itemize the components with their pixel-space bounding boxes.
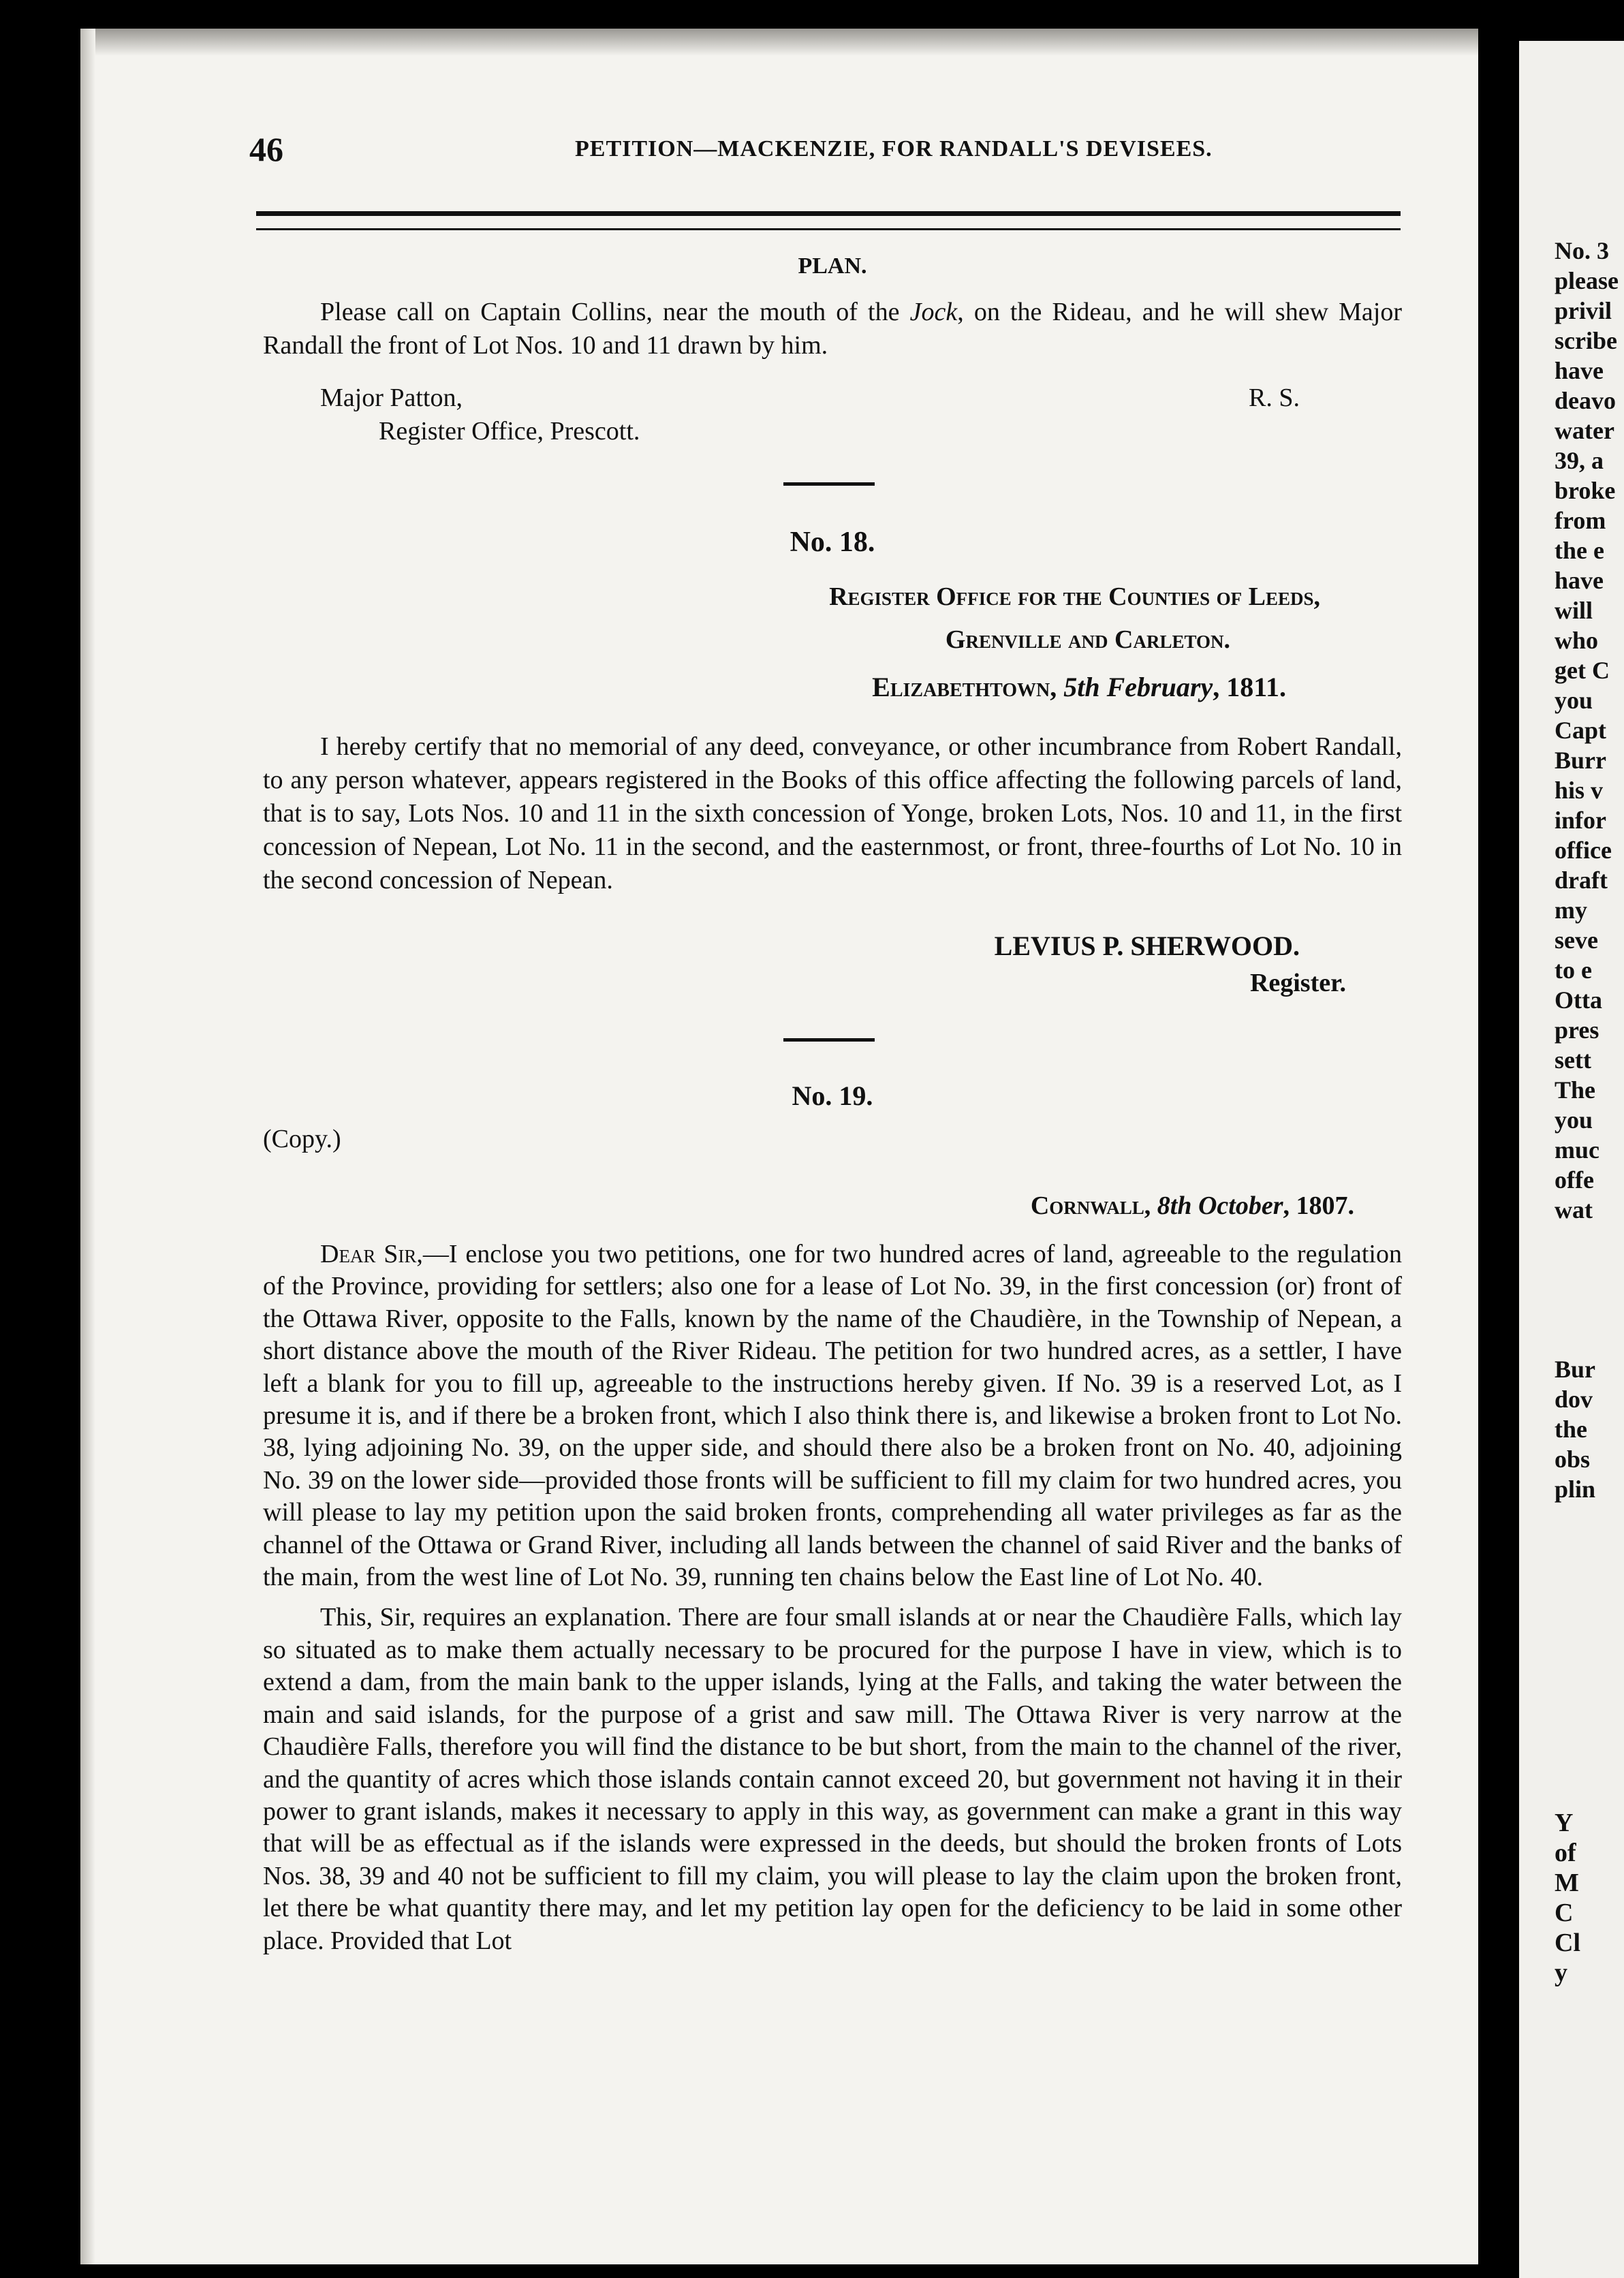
facing-page-fragment: please — [1555, 267, 1619, 294]
no18-signature-block — [263, 929, 1402, 1000]
no19-heading: No. 19. — [792, 1080, 873, 1111]
facing-page-fragment: water — [1555, 417, 1614, 444]
facing-page-fragment: No. 3 — [1555, 237, 1609, 264]
page-shadow-top — [80, 29, 1478, 56]
plan-initials: R. S. — [1249, 384, 1300, 412]
facing-page-fragment: Y — [1555, 1809, 1574, 1837]
facing-page-fragment: the e — [1555, 537, 1604, 564]
no19-body: Dear Sir,—I enclose you two petitions, one for two hundred acres of land, agreeable to the regulation of the Province, providing for settlers; also one for a lease of Lot No. 39, in the first concession (or) front of the Ottawa River, opposite to the Falls, known by the name of the Chaudière, in the Township of Nepean, a short distance above the mouth of the River Rideau. The petition for two hundred acres, as a settler, I have left a blank for you to fill up, agreeable to the instructions hereby given. If No. 39 is a reserved Lot, as I presume it is, and if there be a broken front, which I also think there is, and likewise a broken front to Lot No. 38, lying adjoining No. 39, on the upper side, and should there also be a broken front on No. 40, adjoining No. 39 on the lower side—provided those fronts will be sufficient to fill my claim for two hundred acres, you will please to lay my petition upon the said broken fronts, comprehending all water privileges as far as the channel of the Ottawa or Grand River, including all lands between the channel of said River and the banks of the main, from the west line of Lot No. 39, running ten chains below the East line of Lot No. 40. This, Sir, requires an explanation. There are four small islands at or near the Chaudière Falls, which lay so situated as to make them actually necessary to be procured for the purpose I have in view, which is to extend a dam, from the main bank to the upper islands, lying at the Falls, and taking the water between the main and said islands, for the purpose of a grist and saw mill. The Ottawa River is very narrow at the Chaudière Falls, therefore you will find the distance to be but short, from the main to the channel of the river, and the quantity of acres which those islands contain cannot exceed 20, but government not having it in their power to grant islands, makes it necessary to apply in this way, as government can make a grant in this way that will be as effectual as if the islands were expressed in the deeds, but should the broken fronts of Lots Nos. 38, 39 and 40 not be sufficient to fill my claim, you will please to lay the claim upon the broken front, let there be what quantity there may, and let my petition lay open for the deficiency to be laid in some other place. Provided that Lot — [263, 1240, 1402, 1955]
facing-page-fragment: of — [1555, 1839, 1576, 1867]
facing-page-fragment: wat — [1555, 1196, 1593, 1223]
facing-page-fragment: pres — [1555, 1016, 1599, 1044]
facing-page-fragment: y — [1555, 1959, 1567, 1987]
no19-dateline: Cornwall, 8th October, 1807. — [1030, 1191, 1354, 1220]
facing-page-fragment: deavo — [1555, 387, 1616, 414]
page-number: 46 — [249, 130, 283, 168]
facing-page-fragment: draft — [1555, 867, 1608, 894]
facing-page-fragment: muc — [1555, 1136, 1599, 1164]
facing-page-fragment: will — [1555, 597, 1593, 624]
facing-page-fragments-b — [1555, 1354, 1595, 1504]
section-divider — [783, 1038, 875, 1042]
facing-page-fragment: C — [1555, 1899, 1574, 1927]
plan-signoff — [263, 381, 1402, 448]
plan-addressee: Major Patton, — [320, 384, 463, 412]
facing-page — [1519, 41, 1624, 2278]
facing-page-fragment: you — [1555, 1106, 1593, 1134]
facing-page-fragment: who — [1555, 627, 1599, 654]
facing-page-fragment: the — [1555, 1416, 1587, 1443]
no19-copy: (Copy.) — [263, 1125, 341, 1153]
no18-office-line2: Grenville and Carleton. — [945, 625, 1230, 654]
no18-signature: LEVIUS P. SHERWOOD. — [994, 931, 1300, 961]
facing-page-fragment: get C — [1555, 657, 1610, 684]
facing-page-fragment: Otta — [1555, 986, 1602, 1014]
no18-office-line1: Register Office for the Counties of Leeds, — [829, 582, 1320, 611]
facing-page-fragments-c — [1555, 1808, 1580, 1988]
facing-page-fragment: Cl — [1555, 1929, 1580, 1957]
facing-page-fragment: offe — [1555, 1166, 1594, 1193]
facing-page-fragment: seve — [1555, 926, 1598, 954]
no18-heading: No. 18. — [790, 527, 875, 558]
facing-page-fragment: M — [1555, 1869, 1579, 1897]
page-header — [249, 129, 1482, 170]
facing-page-fragment: Capt — [1555, 717, 1607, 744]
page-shadow-left — [80, 29, 95, 2264]
plan-office: Register Office, Prescott. — [379, 417, 640, 446]
no18-title: Register. — [1249, 969, 1346, 997]
facing-page-fragment: scribe — [1555, 327, 1617, 354]
facing-page-fragment: you — [1555, 687, 1593, 714]
facing-page-fragment: Burr — [1555, 747, 1606, 774]
facing-page-fragment: dov — [1555, 1386, 1593, 1413]
plan-heading: PLAN. — [798, 253, 867, 279]
facing-page-fragment: my — [1555, 896, 1587, 924]
no18-office — [263, 580, 1402, 704]
facing-page-fragment: office — [1555, 837, 1612, 864]
facing-page-fragment: broke — [1555, 477, 1616, 504]
facing-page-fragment: obs — [1555, 1446, 1591, 1473]
facing-page-fragment: from — [1555, 507, 1606, 534]
facing-page-fragment: to e — [1555, 956, 1592, 984]
facing-page-fragment: plin — [1555, 1476, 1596, 1503]
facing-page-fragment: have — [1555, 567, 1604, 594]
facing-page-fragment: The — [1555, 1076, 1596, 1104]
facing-page-fragment: sett — [1555, 1046, 1591, 1074]
no18-dateline: Elizabethtown, 5th February, 1811. — [872, 672, 1286, 702]
header-rule — [256, 211, 1401, 230]
facing-page-fragments-a — [1555, 236, 1619, 1225]
facing-page-fragment: have — [1555, 357, 1604, 384]
facing-page-fragment: Bur — [1555, 1356, 1596, 1383]
plan-text: Please call on Captain Collins, near the mouth of the Jock, on the Rideau, and he will shew Major Randall the front of Lot Nos. 10 and 11 drawn by him. — [263, 298, 1402, 360]
no18-body: I hereby certify that no memorial of any deed, conveyance, or other incumbrance from Robert Randall, to any person whatever, appears registered in the Books of this office affecting the following parcels of land, that is to say, Lots Nos. 10 and 11 in the sixth concession of Yonge, broken Lots, Nos. 10 and 11, in the first concession of Nepean, Lot No. 11 in the second, and the easternmost, or front, three-fourths of Lot No. 10 in the second concession of Nepean. — [263, 732, 1402, 894]
section-divider — [783, 482, 875, 486]
facing-page-fragment: privil — [1555, 297, 1612, 324]
running-head: PETITION—MACKENZIE, FOR RANDALL'S DEVISEES. — [575, 136, 1213, 161]
facing-page-fragment: infor — [1555, 807, 1606, 834]
facing-page-fragment: 39, a — [1555, 447, 1604, 474]
facing-page-fragment: his v — [1555, 777, 1604, 804]
